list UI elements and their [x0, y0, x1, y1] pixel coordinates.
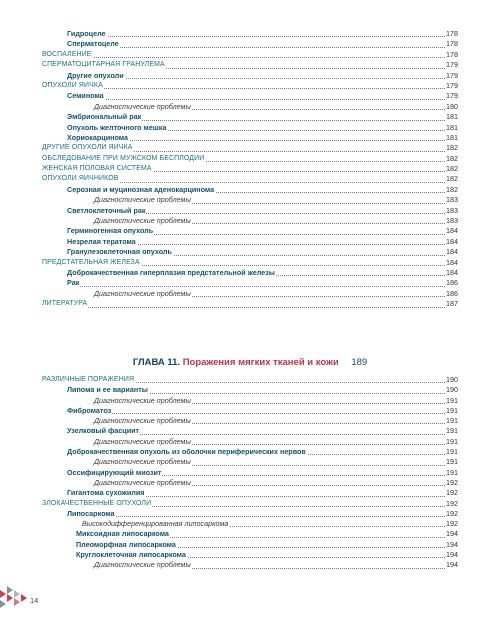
- toc-entry[interactable]: [0, 519, 500, 529]
- toc-entry-page: 182: [446, 153, 458, 163]
- toc-entry-label: Диагностические проблемы: [94, 216, 191, 226]
- toc-list-part-1: [0, 29, 500, 310]
- toc-entry-page: 181: [446, 132, 458, 142]
- toc-entry-label: Диагностические проблемы: [94, 288, 191, 298]
- toc-entry[interactable]: [0, 102, 500, 112]
- toc-entry-page: 191: [446, 467, 458, 477]
- dot-leader: [67, 99, 457, 100]
- dot-leader: [67, 47, 457, 48]
- dot-leader: [67, 413, 457, 414]
- toc-entry-label: Гидроцеле: [67, 28, 106, 38]
- triangle-pattern-ornament-icon: [0, 586, 28, 608]
- toc-entry-page: 190: [446, 375, 458, 384]
- toc-entry-label: СПЕРМАТОЦИТАРНАЯ ГРАНУЛЕМА: [42, 60, 166, 70]
- dot-leader: [67, 286, 457, 287]
- toc-entry-label: Рак: [67, 278, 80, 288]
- toc-entry-page: 191: [446, 395, 458, 405]
- toc-entry-page: 194: [446, 529, 458, 539]
- toc-entry[interactable]: [0, 206, 500, 216]
- toc-entry-page: 184: [446, 236, 458, 246]
- toc-entry-page: 181: [446, 122, 458, 132]
- dot-leader: [67, 516, 457, 517]
- toc-entry-page: 194: [446, 560, 458, 570]
- toc-entry[interactable]: [0, 299, 500, 309]
- toc-entry-label: Круглоклеточная липосаркома: [76, 550, 186, 560]
- toc-entry-label: ДРУГИЕ ОПУХОЛИ ЯИЧКА: [42, 143, 134, 153]
- toc-entry-page: 187: [446, 299, 458, 309]
- toc-entry[interactable]: [0, 71, 500, 81]
- toc-entry-label: Узелковый фасциит: [67, 426, 140, 436]
- toc-entry[interactable]: [0, 133, 500, 143]
- toc-entry-page: 192: [446, 508, 458, 518]
- toc-entry[interactable]: [0, 258, 500, 268]
- toc-entry[interactable]: [0, 468, 500, 478]
- toc-entry[interactable]: [0, 289, 500, 299]
- toc-entry-label: Доброкачественная опухоль из оболочки периферических нервов: [67, 447, 306, 457]
- toc-entry[interactable]: [0, 154, 500, 164]
- toc-entry-label: Липосаркома: [67, 508, 115, 518]
- toc-entry-label: Высокодифференцированная липосаркома: [82, 519, 229, 529]
- toc-entry-label: Диагностические проблемы: [94, 101, 191, 111]
- toc-entry-page: 190: [446, 385, 458, 395]
- toc-entry-page: 179: [446, 70, 458, 80]
- dot-leader: [67, 78, 457, 79]
- toc-entry-label: Оссифицирующий миозит: [67, 467, 162, 477]
- toc-entry-label: Светлоклеточный рак: [67, 205, 146, 215]
- toc-entry[interactable]: [0, 385, 500, 395]
- toc-entry[interactable]: [0, 195, 500, 205]
- toc-entry-page: 192: [446, 477, 458, 487]
- toc-entry-label: Незрелая тератома: [67, 236, 136, 246]
- toc-entry-label: РАЗЛИЧНЫЕ ПОРАЖЕНИЯ: [42, 375, 135, 385]
- chapter-page: 189: [351, 357, 368, 368]
- toc-entry-label: Серозная и муцинозная аденокарцинома: [67, 184, 215, 194]
- toc-entry[interactable]: [0, 550, 500, 560]
- toc-entry-label: Герминогенная опухоль: [67, 226, 154, 236]
- toc-entry[interactable]: [0, 560, 500, 570]
- toc-entry-label: Другие опухоли: [67, 70, 124, 80]
- toc-entry[interactable]: [0, 60, 500, 70]
- chapter-number: ГЛАВА 11.: [132, 357, 181, 368]
- toc-entry[interactable]: [0, 91, 500, 101]
- toc-entry-page: 180: [446, 101, 458, 111]
- toc-entry-page: 191: [446, 405, 458, 415]
- toc-list-part-2: [0, 375, 500, 571]
- toc-entry-page: 191: [446, 426, 458, 436]
- toc-entry-page: 179: [446, 60, 458, 70]
- toc-entry-label: Диагностические проблемы: [94, 477, 191, 487]
- toc-entry-page: 178: [446, 39, 458, 49]
- toc-entry[interactable]: [0, 29, 500, 39]
- toc-entry-label: Плеоморфная липосаркома: [76, 539, 176, 549]
- toc-entry-page: 192: [446, 519, 458, 529]
- toc-entry-label: Диагностические проблемы: [94, 457, 191, 467]
- toc-entry-label: ЖЕНСКАЯ ПОЛОВАЯ СИСТЕМА: [42, 164, 153, 174]
- toc-entry-label: Фиброматоз: [67, 405, 112, 415]
- toc-entry-page: 191: [446, 457, 458, 467]
- toc-entry-page: 183: [446, 216, 458, 226]
- toc-entry-page: 181: [446, 112, 458, 122]
- toc-entry[interactable]: [0, 396, 500, 406]
- toc-entry-page: 194: [446, 550, 458, 560]
- toc-entry[interactable]: [0, 143, 500, 153]
- dot-leader: [67, 36, 457, 37]
- dot-leader: [42, 88, 457, 89]
- toc-entry-page: 182: [446, 174, 458, 184]
- toc-entry[interactable]: [0, 50, 500, 60]
- dot-leader: [42, 307, 457, 308]
- toc-entry-label: ЗЛОКАЧЕСТВЕННЫЕ ОПУХОЛИ: [42, 499, 152, 509]
- toc-entry-label: Хориокарцинома: [67, 132, 128, 142]
- toc-entry-label: Диагностические проблемы: [94, 395, 191, 405]
- toc-entry[interactable]: [0, 226, 500, 236]
- toc-entry-label: Диагностические проблемы: [94, 195, 191, 205]
- toc-entry-label: ОПУХОЛИ ЯИЧКА: [42, 81, 104, 91]
- toc-entry[interactable]: [0, 216, 500, 226]
- toc-entry-label: Эмбриональный рак: [67, 112, 142, 122]
- chapter-heading: [0, 357, 500, 369]
- toc-entry-label: Миксоидная липосаркома: [76, 529, 169, 539]
- toc-entry-label: Сперматоцеле: [67, 39, 119, 49]
- toc-entry-page: 178: [446, 49, 458, 59]
- toc-entry-page: 194: [446, 539, 458, 549]
- toc-entry-label: Липома и ее варианты: [67, 385, 148, 395]
- toc-entry[interactable]: [0, 499, 500, 509]
- toc-entry-page: 192: [446, 498, 458, 508]
- toc-entry-label: ЛИТЕРАТУРА: [42, 299, 88, 309]
- toc-entry[interactable]: [0, 437, 500, 447]
- toc-entry-page: 184: [446, 257, 458, 267]
- toc-entry-label: Диагностические проблемы: [94, 560, 191, 570]
- toc-entry-label: ПРЕДСТАТЕЛЬНАЯ ЖЕЛЕЗА: [42, 258, 141, 268]
- toc-entry-page: 191: [446, 436, 458, 446]
- toc-entry-page: 178: [446, 28, 458, 38]
- toc-entry-page: 182: [446, 164, 458, 174]
- toc-entry[interactable]: [0, 237, 500, 247]
- toc-entry-page: 183: [446, 195, 458, 205]
- toc-entry[interactable]: [0, 375, 500, 385]
- toc-entry-page: 184: [446, 226, 458, 236]
- toc-entry[interactable]: [0, 39, 500, 49]
- toc-entry[interactable]: [0, 406, 500, 416]
- toc-entry-page: 192: [446, 488, 458, 498]
- toc-entry-page: 184: [446, 267, 458, 277]
- toc-entry-label: Опухоль желточного мешка: [67, 122, 167, 132]
- toc-entry-page: 182: [446, 184, 458, 194]
- toc-entry[interactable]: [0, 540, 500, 550]
- toc-entry[interactable]: [0, 81, 500, 91]
- toc-entry-label: Гранулезоклеточная опухоль: [67, 247, 172, 257]
- toc-entry[interactable]: [0, 123, 500, 133]
- toc-entry-label: ВОСПАЛЕНИЕ: [42, 50, 93, 60]
- toc-entry[interactable]: [0, 185, 500, 195]
- toc-entry-page: 191: [446, 447, 458, 457]
- chapter-title: Поражения мягких тканей и кожи: [182, 357, 339, 368]
- toc-entry[interactable]: [0, 416, 500, 426]
- toc-entry[interactable]: [0, 278, 500, 288]
- toc-entry-label: ОБСЛЕДОВАНИЕ ПРИ МУЖСКОМ БЕСПЛОДИИ: [42, 154, 205, 164]
- toc-entry-label: Семинома: [67, 91, 104, 101]
- toc-entry[interactable]: [0, 164, 500, 174]
- toc-entry-label: Диагностические проблемы: [94, 416, 191, 426]
- toc-entry[interactable]: [0, 457, 500, 467]
- toc-entry[interactable]: [0, 478, 500, 488]
- toc-entry[interactable]: [0, 447, 500, 457]
- toc-entry[interactable]: [0, 268, 500, 278]
- toc-entry[interactable]: [0, 509, 500, 519]
- toc-entry-page: 182: [446, 143, 458, 153]
- toc-entry[interactable]: [0, 247, 500, 257]
- toc-entry-label: Диагностические проблемы: [94, 436, 191, 446]
- toc-entry-page: 191: [446, 416, 458, 426]
- toc-entry-page: 179: [446, 91, 458, 101]
- toc-entry-page: 179: [446, 80, 458, 90]
- toc-entry[interactable]: [0, 529, 500, 539]
- toc-entry-page: 184: [446, 247, 458, 257]
- toc-entry[interactable]: [0, 488, 500, 498]
- toc-entry-page: 186: [446, 288, 458, 298]
- toc-entry[interactable]: [0, 174, 500, 184]
- toc-entry-label: Доброкачественная гиперплазия предстательной железы: [67, 267, 275, 277]
- toc-entry-page: 186: [446, 278, 458, 288]
- dot-leader: [42, 57, 457, 58]
- toc-entry[interactable]: [0, 426, 500, 436]
- toc-entry[interactable]: [0, 112, 500, 122]
- toc-entry-label: Гигантома сухожилия: [67, 488, 145, 498]
- toc-entry-page: 183: [446, 205, 458, 215]
- page-number: 14: [30, 596, 39, 605]
- toc-entry-label: ОПУХОЛИ ЯИЧНИКОВ: [42, 174, 119, 184]
